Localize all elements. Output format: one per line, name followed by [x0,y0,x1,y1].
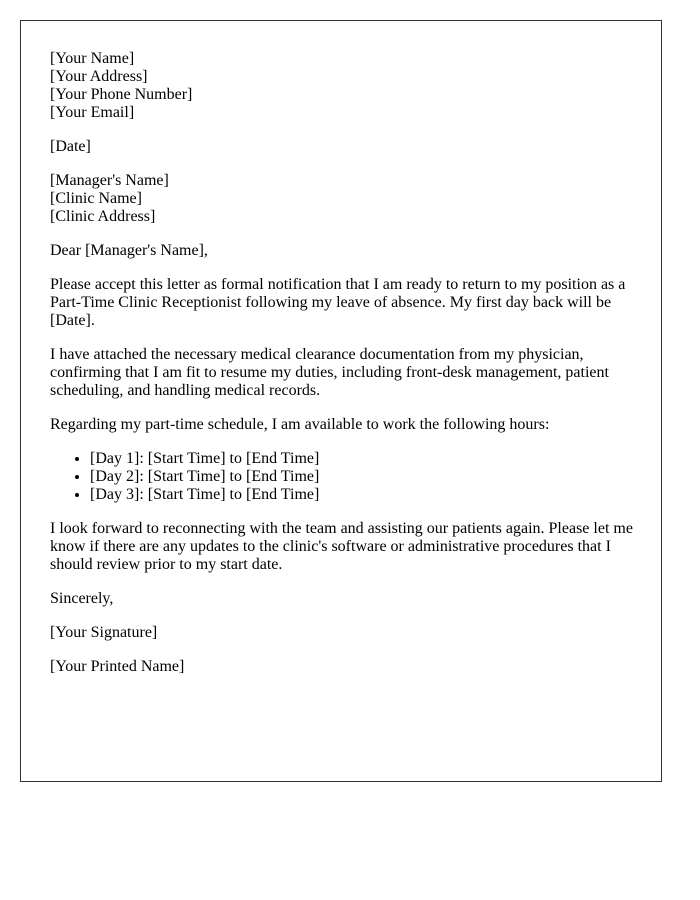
recipient-block [50,172,640,226]
sender-phone: [Your Phone Number] [50,86,193,103]
schedule-item: • [Day 2]: [Start Time] to [End Time] [90,468,640,486]
date-block [50,138,640,156]
schedule-item: • [Day 3]: [Start Time] to [End Time] [90,486,640,504]
signature: [Your Signature] [50,624,158,641]
paragraph-schedule-intro: Regarding my part-time schedule, I am available to work the following hours: [50,416,550,433]
letter-body [50,50,640,692]
sender-address: [Your Address] [50,68,148,85]
schedule-item: • [Day 1]: [Start Time] to [End Time] [90,450,640,468]
letter-date: [Date] [50,138,91,155]
salutation: Dear [Manager's Name], [50,242,208,259]
paragraph-closing: I look forward to reconnecting with the team and assisting our patients again. Please let me know if there are any updates to the clinic's software or administrative procedures that I should review prior to my start date. [50,520,633,573]
recipient-clinic-name: [Clinic Name] [50,190,142,207]
paragraph-medical-clearance: I have attached the necessary medical clearance documentation from my physician, confirming that I am fit to resume my duties, including front-desk management, patient scheduling, and handling medical records. [50,346,609,399]
schedule-list [50,450,640,504]
closing: Sincerely, [50,590,114,607]
paragraph-return-notice: Please accept this letter as formal notification that I am ready to return to my position as a Part-Time Clinic Receptionist following my leave of absence. My first day back will be [Date]. [50,276,626,329]
recipient-clinic-address: [Clinic Address] [50,208,156,225]
sender-name: [Your Name] [50,50,135,67]
letter-frame [20,20,662,782]
recipient-manager-name: [Manager's Name] [50,172,169,189]
printed-name: [Your Printed Name] [50,658,185,675]
sender-email: [Your Email] [50,104,135,121]
sender-block [50,50,640,122]
